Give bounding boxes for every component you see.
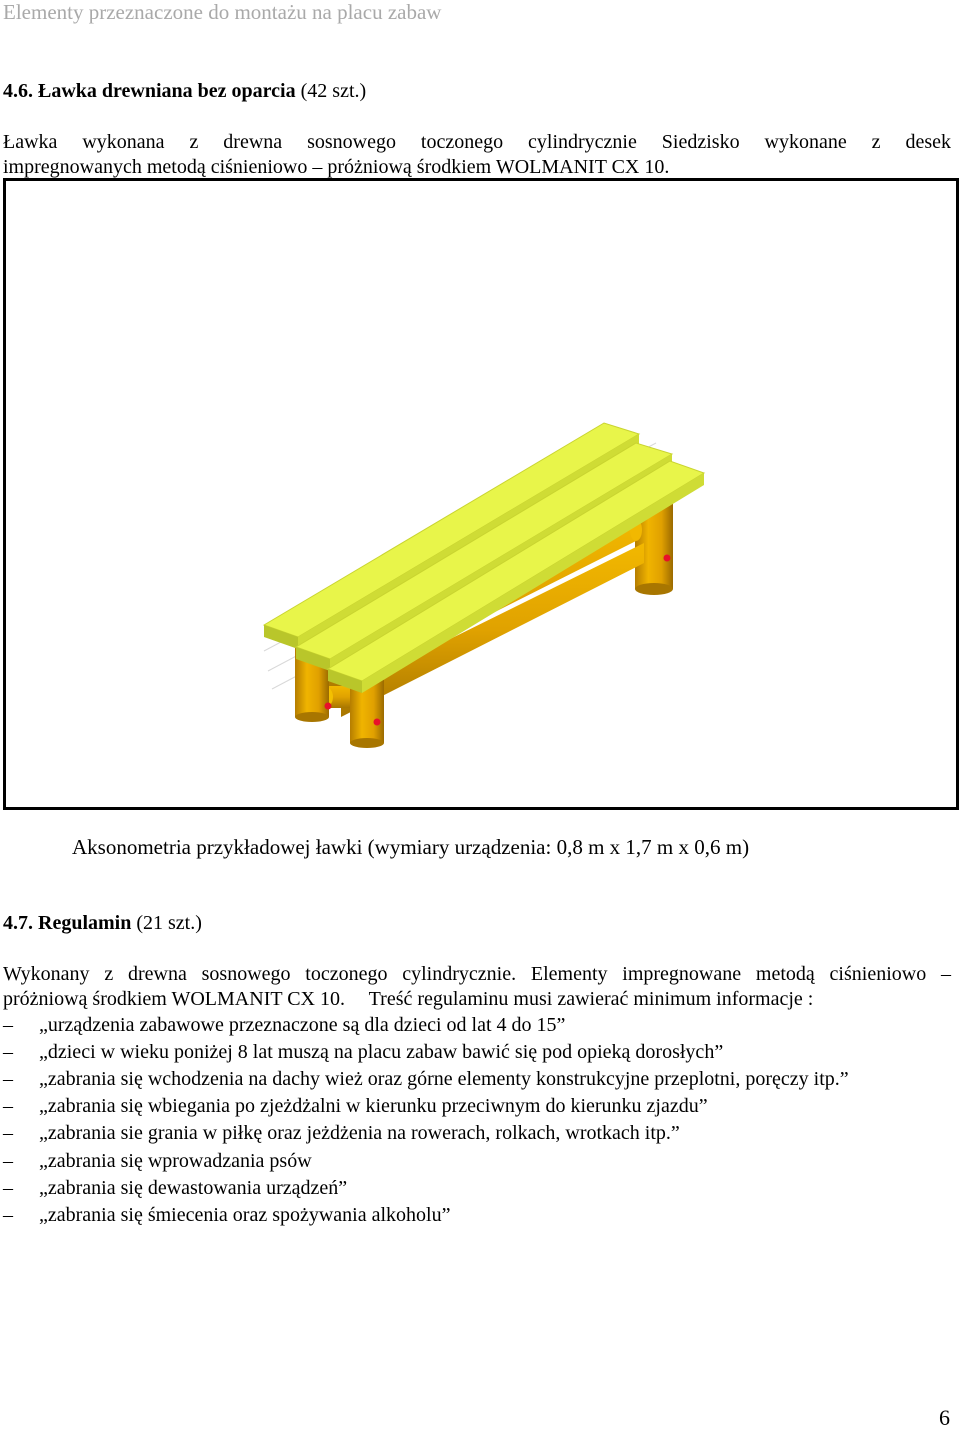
rule-item — [3, 1175, 347, 1202]
rule-item — [3, 1093, 708, 1120]
section-4-6-line1: Ławka wykonana z drewna sosnowego toczonego cylindrycznie Siedzisko wykonane z desek — [3, 131, 951, 153]
running-header: Elementy przeznaczone do montażu na placu zabaw — [3, 0, 442, 24]
section-4-7-line2 — [3, 987, 951, 1012]
rule-text: „zabrania się wchodzenia na dachy wież oraz górne elementy konstrukcyjne przeplotni, poręczy itp.” — [39, 1068, 849, 1090]
rule-text: „zabrania się dewastowania urządzeń” — [39, 1177, 348, 1199]
bench-figure-frame — [3, 178, 959, 810]
section-4-7-line2b: Treść regulaminu musi zawierać minimum informacje : — [368, 988, 814, 1010]
section-4-7-line2a: próżniową środkiem WOLMANIT CX 10. — [3, 988, 345, 1010]
rule-item — [3, 1066, 849, 1093]
figure-caption: Aksonometria przykładowej ławki (wymiary urządzenia: 0,8 m x 1,7 m x 0,6 m) — [72, 835, 750, 859]
rule-text: „zabrania się wprowadzania psów — [39, 1150, 312, 1172]
rule-item — [3, 1039, 723, 1066]
bench-axonometric-drawing — [6, 181, 956, 807]
rule-dash: – — [3, 1068, 13, 1090]
rule-dash: – — [3, 1204, 13, 1226]
section-4-7-line1: Wykonany z drewna sosnowego toczonego cylindrycznie. Elementy impregnowane metodą ciśnieniowo – — [3, 963, 951, 985]
rule-text: „zabrania sie grania w piłkę oraz jeżdżenia na rowerach, rolkach, wrotkach itp.” — [39, 1122, 680, 1144]
rule-item — [3, 1202, 450, 1229]
rule-item — [3, 1012, 565, 1039]
rule-dash: – — [3, 1150, 13, 1172]
rule-text: „urządzenia zabawowe przeznaczone są dla dzieci od lat 4 do 15” — [39, 1014, 566, 1036]
rule-dash: – — [3, 1041, 13, 1063]
rule-text: „zabrania się śmiecenia oraz spożywania alkoholu” — [39, 1204, 451, 1226]
section-4-6-heading — [3, 80, 366, 103]
section-4-7-count: (21 szt.) — [136, 912, 202, 934]
section-4-6-count: (42 szt.) — [300, 80, 367, 102]
section-4-6-line2: impregnowanych metodą ciśnieniowo – próżniową środkiem WOLMANIT CX 10. — [3, 156, 670, 178]
section-4-6-title: 4.6. Ławka drewniana bez oparcia — [3, 80, 296, 102]
page-number: 6 — [939, 1405, 950, 1430]
rule-item — [3, 1120, 680, 1147]
rule-dash: – — [3, 1122, 13, 1144]
rule-item — [3, 1148, 312, 1175]
rule-text: „dzieci w wieku poniżej 8 lat muszą na placu zabaw bawić się pod opieką dorosłych” — [39, 1041, 724, 1063]
rule-dash: – — [3, 1177, 13, 1199]
rule-text: „zabrania się wbiegania po zjeżdżalni w kierunku przeciwnym do kierunku zjazdu” — [39, 1095, 708, 1117]
section-4-7-title: 4.7. Regulamin — [3, 912, 132, 934]
rule-dash: – — [3, 1014, 13, 1036]
rule-dash: – — [3, 1095, 13, 1117]
section-4-7-heading — [3, 912, 202, 935]
